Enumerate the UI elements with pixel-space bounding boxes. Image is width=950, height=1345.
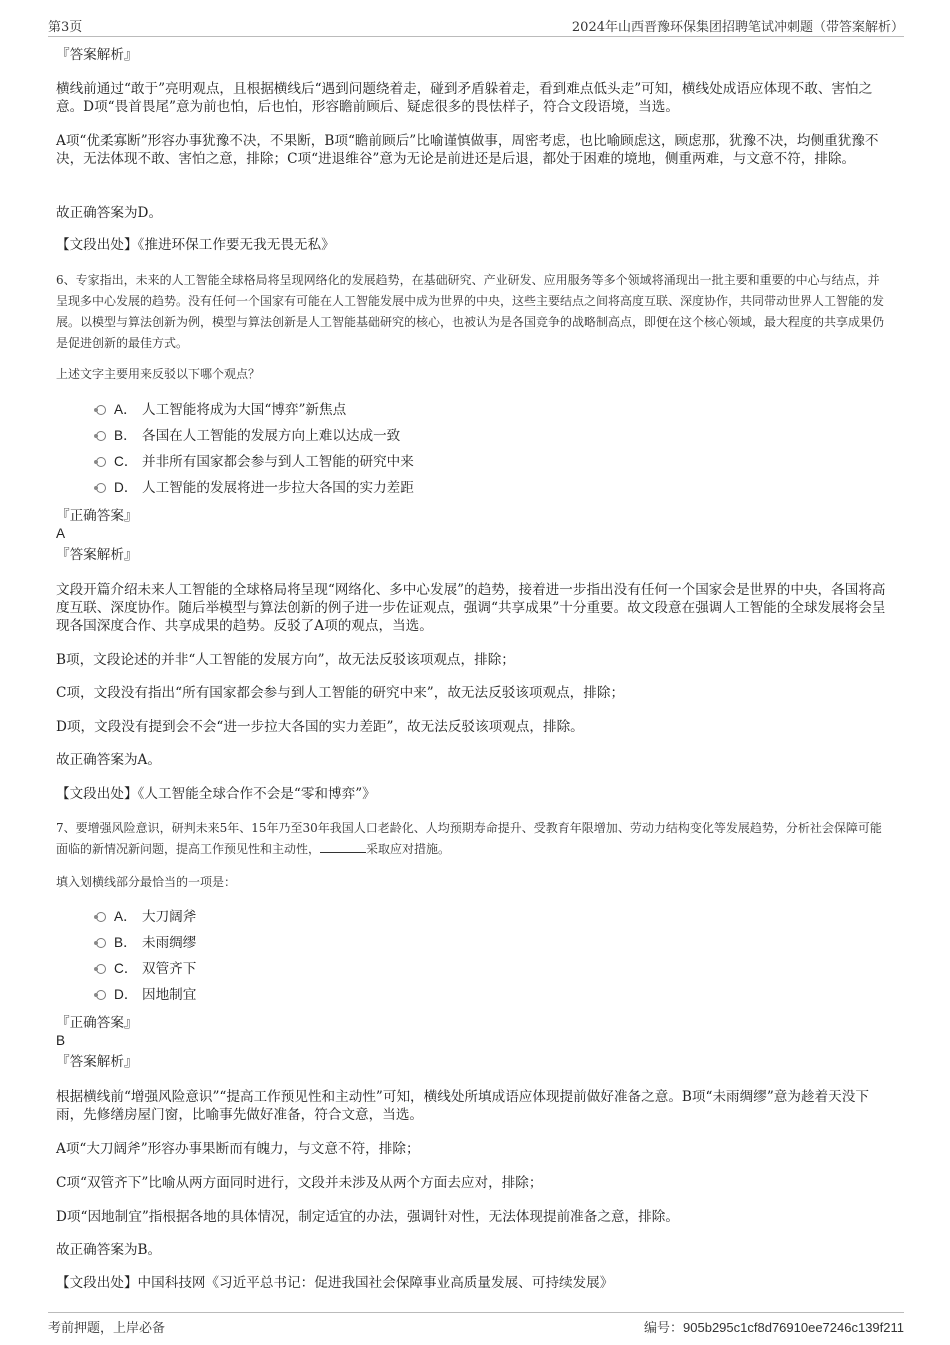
footer-slogan: 考前押题，上岸必备	[48, 1321, 166, 1336]
conclusion: 故正确答案为A。	[56, 752, 161, 768]
answer-label: 『正确答案』	[56, 508, 138, 524]
page-footer	[48, 1312, 904, 1335]
option-b[interactable]: B． 各国在人工智能的发展方向上难以达成一致	[96, 427, 400, 445]
radio-icon[interactable]	[96, 483, 106, 493]
source: 【文段出处】中国科技网《习近平总书记：促进我国社会保障事业高质量发展、可持续发展》	[56, 1275, 614, 1291]
conclusion: 故正确答案为D。	[56, 205, 163, 221]
question-prompt: 上述文字主要用来反驳以下哪个观点？	[56, 367, 261, 381]
analysis-paragraph: A项“优柔寡断”形容办事犹豫不决，不果断，B项“瞻前顾后”比喻谨慎做事，周密考虑，也比喻顾虑这，顾虑那，犹豫不决，均侧重犹豫不决，无法体现不敢、害怕之意，排除；C项“进退维谷”意为无论是前进还是后退，都处于困难的境地，侧重两难，与文意不符，排除。	[56, 133, 879, 167]
question-prompt: 填入划横线部分最恰当的一项是：	[56, 875, 237, 889]
option-a[interactable]: A． 大刀阔斧	[96, 908, 196, 926]
page-number: 第3页	[48, 20, 83, 35]
radio-icon[interactable]	[96, 912, 106, 922]
analysis-option-c: C项“双管齐下”比喻从两方面同时进行，文段并未涉及从两个方面去应对，排除；	[56, 1175, 543, 1191]
page-header	[48, 14, 904, 37]
analysis-option-c: C项，文段没有指出“所有国家都会参与到人工智能的研究中来”，故无法反驳该项观点，排除；	[56, 685, 625, 701]
fill-blank	[320, 840, 366, 853]
analysis-label: 『答案解析』	[56, 47, 138, 63]
analysis-paragraph: 文段开篇介绍未来人工智能的全球格局将呈现“网络化、多中心发展”的趋势，接着进一步指出没有任何一个国家会是世界的中央，各国将高度互联、深度协作。随后举模型与算法创新的例子进一步佐证观点，强调“共享成果”十分重要。故文段意在强调人工智能的全球发展将会呈现各国深度合作、共享成果的趋势。反驳了A项的观点，当选。	[56, 582, 886, 634]
question-stem: 7、要增强风险意识，研判未来5年、15年乃至30年我国人口老龄化、人均预期寿命提升、受教育年限增加、劳动力结构变化等发展趋势，分析社会保障可能面临的新情况新问题，提高工作预见性和主动性， 采取应对措施。	[56, 821, 882, 856]
option-b[interactable]: B． 未雨绸缪	[96, 934, 196, 952]
analysis-paragraph: 根据横线前“增强风险意识”“提高工作预见性和主动性”可知，横线处所填成语应体现提前做好准备之意。B项“未雨绸缪”意为趁着天没下雨，先修缮房屋门窗，比喻事先做好准备，符合文意，当选。	[56, 1089, 869, 1123]
analysis-option-a: A项“大刀阔斧”形容办事果断而有魄力，与文意不符，排除；	[56, 1141, 420, 1157]
option-d[interactable]: D． 因地制宜	[96, 986, 196, 1004]
analysis-paragraph: 横线前通过“敢于”亮明观点，且根据横线后“遇到问题绕着走，碰到矛盾躲着走，看到难点低头走”可知，横线处成语应体现不敢、害怕之意。D项“畏首畏尾”意为前也怕，后也怕，形容瞻前顾后、疑虑很多的畏怯样子，符合文段语境，当选。	[56, 81, 873, 115]
question-stem: 6、专家指出，未来的人工智能全球格局将呈现网络化的发展趋势，在基础研究、产业研发、应用服务等多个领域将涌现出一批主要和重要的中心与结点，并呈现多中心发展的趋势。没有任何一个国家有可能在人工智能发展中成为世界的中央，这些主要结点之间将高度互联、深度协作，共同带动世界人工智能的发展。以模型与算法创新为例，模型与算法创新是人工智能基础研究的核心，也被认为是各国竞争的战略制高点，即便在这个核心领域，最大程度的共享成果仍是促进创新的最佳方式。	[56, 273, 885, 350]
option-c[interactable]: C． 双管齐下	[96, 960, 196, 978]
radio-icon[interactable]	[96, 964, 106, 974]
answer-value: B	[56, 1033, 66, 1048]
conclusion: 故正确答案为B。	[56, 1242, 162, 1258]
source: 【文段出处】《人工智能全球合作不会是“零和博弈”》	[56, 786, 376, 802]
radio-icon[interactable]	[96, 431, 106, 441]
radio-icon[interactable]	[96, 405, 106, 415]
analysis-label: 『答案解析』	[56, 547, 138, 563]
radio-icon[interactable]	[96, 990, 106, 1000]
option-d[interactable]: D． 人工智能的发展将进一步拉大各国的实力差距	[96, 479, 414, 497]
analysis-option-d: D项，文段没有提到会不会“进一步拉大各国的实力差距”，故无法反驳该项观点，排除。	[56, 719, 584, 735]
analysis-label: 『答案解析』	[56, 1054, 138, 1070]
document-title: 2024年山西晋豫环保集团招聘笔试冲刺题（带答案解析）	[571, 20, 904, 35]
radio-icon[interactable]	[96, 457, 106, 467]
analysis-option-d: D项“因地制宜”指根据各地的具体情况，制定适宜的办法，强调针对性，无法体现提前准备之意，排除。	[56, 1209, 679, 1225]
source: 【文段出处】《推进环保工作要无我无畏无私》	[56, 237, 335, 253]
option-c[interactable]: C． 并非所有国家都会参与到人工智能的研究中来	[96, 453, 414, 471]
radio-icon[interactable]	[96, 938, 106, 948]
option-a[interactable]: A． 人工智能将成为大国“博弈”新焦点	[96, 401, 346, 419]
document-code: 编号：905b295c1cf8d76910ee7246c139f211	[644, 1320, 904, 1336]
answer-value: A	[56, 526, 66, 541]
analysis-option-b: B项，文段论述的并非“人工智能的发展方向”，故无法反驳该项观点，排除；	[56, 652, 515, 668]
answer-label: 『正确答案』	[56, 1015, 138, 1031]
